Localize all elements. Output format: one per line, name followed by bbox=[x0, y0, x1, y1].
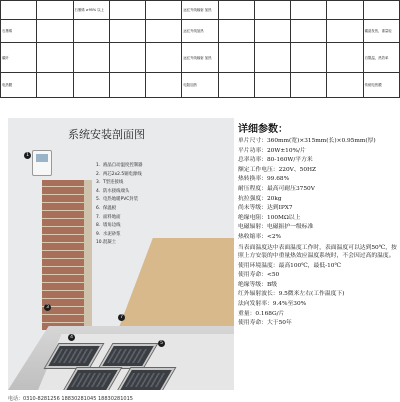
legend-item bbox=[96, 214, 143, 223]
legend-number: 5. bbox=[96, 197, 101, 203]
table-cell bbox=[73, 20, 109, 43]
table-row bbox=[1, 1, 400, 20]
table-cell bbox=[327, 43, 363, 72]
legend-number: 8. bbox=[96, 223, 101, 229]
table-cell bbox=[218, 1, 254, 20]
legend-label: T型连接线 bbox=[103, 180, 124, 186]
param-line: 尚未等级：达到IPX7 bbox=[238, 205, 293, 212]
table-cell: 自限温，热效率 bbox=[363, 43, 399, 72]
table-cell bbox=[37, 72, 73, 97]
legend-item bbox=[96, 162, 143, 171]
param-line: 红外辐射波长：9.5微米左右(工作温度下) bbox=[238, 291, 345, 298]
table-cell bbox=[37, 43, 73, 72]
param-line: 总率功率：80-160W/平方米 bbox=[238, 157, 313, 164]
table-cell: 远红外线辐射 加热 bbox=[182, 1, 218, 20]
table-cell: 远红外线加热 bbox=[182, 20, 218, 43]
param-line: 重量：0.168G/片 bbox=[238, 310, 285, 317]
table-cell bbox=[218, 20, 254, 43]
param-line: 绝缘电阻：100MΩ以上 bbox=[238, 214, 301, 221]
legend-number: 4. bbox=[96, 188, 101, 194]
wood-floor bbox=[118, 238, 234, 330]
table-cell bbox=[146, 20, 182, 43]
params-paragraph: 当表面温度达中表面温度工作时，表面温度可以达到50℃，按照上方安装的中重量热效应温度系统时，不会因过高的温度。 bbox=[238, 244, 397, 259]
legend-label: 液晶自动温度控制器 bbox=[103, 163, 143, 168]
table-cell bbox=[73, 72, 109, 97]
legend-item bbox=[96, 231, 143, 240]
param-line: 热转换率：99.68% bbox=[238, 176, 290, 183]
legend-label: 水泥砂浆 bbox=[103, 231, 121, 237]
param-line: 热收缩率：<2% bbox=[238, 233, 282, 240]
diagram-title: 系统安装剖面图 bbox=[68, 129, 145, 141]
param-line: 电磁辐射：电磁振护一级标准 bbox=[238, 224, 314, 231]
table-cell bbox=[291, 1, 327, 20]
param-line: 使用寿命：大于50年 bbox=[238, 320, 292, 327]
table-cell bbox=[327, 72, 363, 97]
legend-number: 9. bbox=[96, 231, 101, 237]
table-cell bbox=[146, 1, 182, 20]
table-cell bbox=[254, 43, 290, 72]
legend-label: 混凝土 bbox=[103, 240, 117, 246]
legend-item bbox=[96, 171, 143, 180]
legend-item bbox=[96, 188, 143, 197]
legend-number: 3. bbox=[96, 180, 101, 186]
table-cell bbox=[109, 20, 145, 43]
legend-item bbox=[96, 222, 143, 231]
comparison-table bbox=[0, 0, 400, 98]
legend-item bbox=[96, 239, 143, 248]
table-cell bbox=[327, 1, 363, 20]
legend-list bbox=[96, 162, 143, 248]
table-cell bbox=[363, 1, 399, 20]
marker-5: 5 bbox=[158, 340, 165, 347]
table-cell bbox=[327, 20, 363, 43]
param-line: 耐压程度：最高可耐压3750V bbox=[238, 185, 315, 192]
legend-number: 6. bbox=[96, 205, 101, 211]
table-cell bbox=[37, 20, 73, 43]
legend-label: 保温板 bbox=[103, 205, 117, 211]
table-cell bbox=[254, 72, 290, 97]
table-cell bbox=[1, 1, 37, 20]
table-row bbox=[1, 72, 400, 97]
legend-number: 7. bbox=[96, 214, 101, 220]
marker-4: 4 bbox=[68, 334, 75, 341]
params-block bbox=[238, 120, 398, 329]
table-cell bbox=[291, 43, 327, 72]
wall-face bbox=[84, 180, 92, 330]
table-cell bbox=[291, 72, 327, 97]
table-cell: 远红外线辐射 加热 bbox=[182, 43, 218, 72]
table-cell: 石墨烯 bbox=[1, 20, 37, 43]
legend-item bbox=[96, 179, 143, 188]
marker-3: 3 bbox=[44, 304, 51, 311]
table-cell bbox=[254, 20, 290, 43]
table-cell bbox=[218, 72, 254, 97]
param-line: 使用寿命：<50 bbox=[238, 272, 280, 279]
param-line: 使用环境温度：最高100℃，最低-10℃ bbox=[238, 262, 341, 269]
legend-number: 2. bbox=[96, 171, 101, 177]
table-row bbox=[1, 20, 400, 43]
table-cell bbox=[109, 72, 145, 97]
table-cell bbox=[109, 1, 145, 20]
legend-number: 1. bbox=[96, 163, 101, 168]
table-cell bbox=[291, 20, 327, 43]
param-line: 绝缘等级：B级 bbox=[238, 281, 278, 288]
table-cell: 电阻加热 bbox=[182, 72, 218, 97]
param-line: 平片功率：20W±10%/片 bbox=[238, 147, 306, 154]
table-cell bbox=[146, 43, 182, 72]
table-row bbox=[1, 43, 400, 72]
floor-layers bbox=[8, 326, 234, 390]
legend-label: 面料地面 bbox=[103, 214, 121, 220]
legend-item bbox=[96, 196, 143, 205]
param-line: 法向发射率：9.4%至30% bbox=[238, 300, 307, 307]
table-cell: 碳晶发热，重量轻 bbox=[363, 20, 399, 43]
table-cell: 碳纤 bbox=[1, 43, 37, 72]
table-cell: 传统电热膜 bbox=[363, 72, 399, 97]
marker-1: 1 bbox=[24, 152, 31, 159]
legend-label: 防水接线端头 bbox=[103, 188, 130, 194]
installation-diagram bbox=[8, 118, 234, 390]
param-line: 抗拉强度：20kg bbox=[238, 195, 282, 202]
table-cell bbox=[218, 43, 254, 72]
table-cell bbox=[146, 72, 182, 97]
marker-7: 7 bbox=[118, 314, 125, 321]
thermostat-icon bbox=[32, 150, 52, 176]
table-cell: 石墨烯 ≥95% 以上 bbox=[73, 1, 109, 20]
param-line: 额定工作电压：220V、50HZ bbox=[238, 166, 317, 173]
params-title: 详细参数： bbox=[238, 124, 288, 135]
legend-item bbox=[96, 205, 143, 214]
table-cell: 电热膜 bbox=[1, 72, 37, 97]
table-cell bbox=[73, 43, 109, 72]
table-cell bbox=[254, 1, 290, 20]
legend-number: 10. bbox=[96, 240, 103, 246]
legend-label: 两芯2x2.5铜电源线 bbox=[103, 171, 142, 177]
legend-label: 电热地暖PVC封装 bbox=[103, 197, 139, 203]
table-cell bbox=[37, 1, 73, 20]
contact-line: 电话：0310-8281256 18830281045 18830281015 bbox=[8, 396, 133, 402]
param-line: 单片尺寸：360mm(宽)×315mm(长)×0.95mm(厚) bbox=[238, 138, 376, 144]
table-cell bbox=[109, 43, 145, 72]
legend-label: 墙角边线 bbox=[103, 223, 121, 229]
